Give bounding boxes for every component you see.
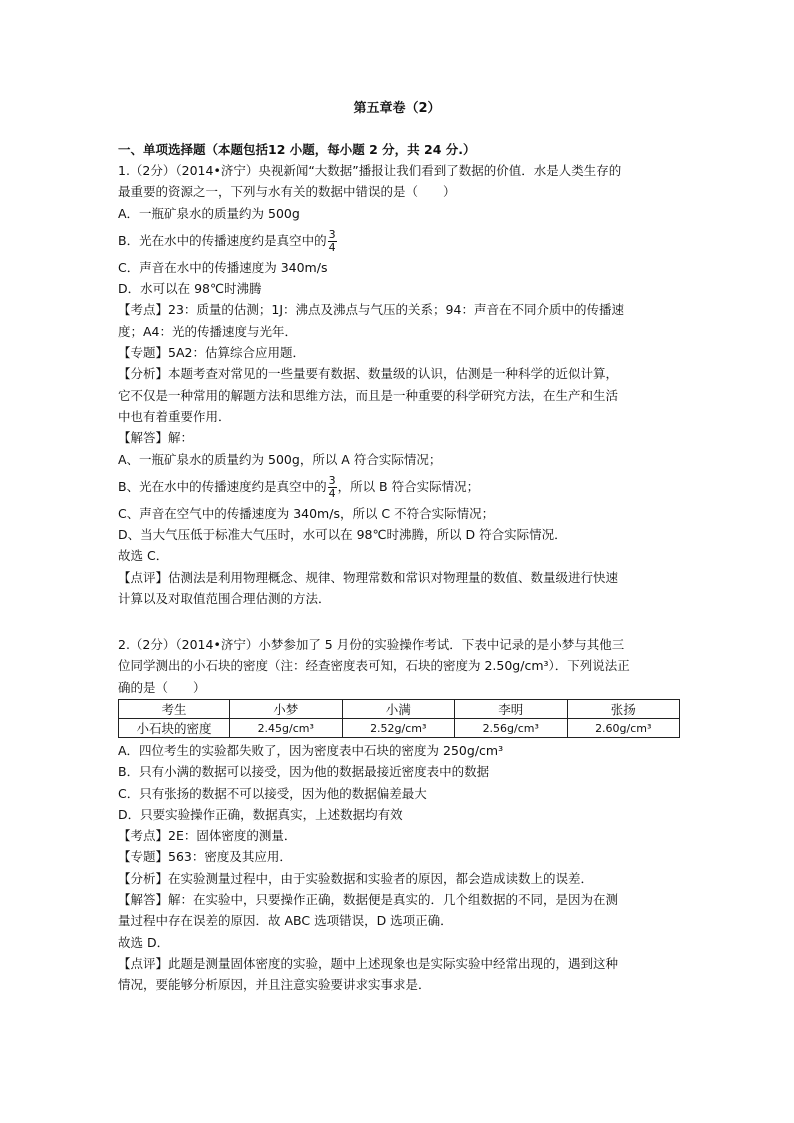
q2-jieda-line-1: 【解答】解：在实验中，只要操作正确，数据便是真实的．几个组数据的不同，是因为在测 bbox=[118, 892, 619, 908]
q1-dianping-line-2: 计算以及对取值范围合理估测的方法． bbox=[118, 591, 331, 607]
q2-option-c: C．只有张扬的数据不可以接受，因为他的数据偏差最大 bbox=[118, 785, 427, 801]
table-cell: 2.52g/cm³ bbox=[342, 719, 455, 738]
density-table bbox=[118, 699, 680, 738]
fraction bbox=[328, 475, 337, 500]
q1-choice: 故选 C． bbox=[118, 548, 169, 564]
fraction-numerator: 3 bbox=[328, 227, 336, 241]
table-row-label: 小石块的密度 bbox=[119, 719, 230, 738]
q2-dianping-line-1: 【点评】此题是测量固体密度的实验，题中上述现象也是实际实验中经常出现的，遇到这种 bbox=[118, 955, 619, 971]
table-cell: 2.60g/cm³ bbox=[567, 719, 680, 738]
q1-fenxi-line-3: 中也有着重要作用． bbox=[118, 408, 231, 424]
q1-stem-line-2: 最重要的资源之一，下列与水有关的数据中错误的是（ ） bbox=[118, 184, 456, 200]
page-title: 第五章卷（2） bbox=[353, 101, 441, 116]
q2-fenxi: 【分析】在实验测量过程中，由于实验数据和实验者的原因，都会造成读数上的误差． bbox=[118, 870, 594, 886]
q2-zhuanti: 【专题】563：密度及其应用． bbox=[118, 849, 292, 865]
q1-answer-c: C、声音在空气中的传播速度为 340m/s，所以 C 不符合实际情况； bbox=[118, 505, 495, 521]
table-header-row bbox=[119, 700, 680, 719]
q1-option-c: C．声音在水中的传播速度为 340m/s bbox=[118, 259, 328, 275]
q1-answer-b bbox=[118, 470, 680, 503]
q2-stem-line-2: 位同学测出的小石块的密度（注：经查密度表可知，石块的密度为 2.50g/cm³）．下列说法正 bbox=[118, 658, 630, 674]
q1-stem-line-1: 1.（2分）（2014•济宁）央视新闻“大数据”播报让我们看到了数据的价值．水是人类生存的 bbox=[118, 163, 622, 178]
q2-stem-line-1: 2.（2分）（2014•济宁）小梦参加了 5 月份的实验操作考试．下表中记录的是小梦与其他三 bbox=[118, 637, 625, 652]
q2-choice: 故选 D． bbox=[118, 934, 170, 950]
q1-zhuanti: 【专题】5A2：估算综合应用题． bbox=[118, 345, 305, 361]
fraction-denominator: 4 bbox=[328, 240, 336, 254]
q2-option-b: B．只有小满的数据可以接受，因为他的数据最接近密度表中的数据 bbox=[118, 764, 490, 780]
q1-option-d: D．水可以在 98℃时沸腾 bbox=[118, 281, 262, 297]
q1-kaodian-line-2: 度；A4：光的传播速度与光年． bbox=[118, 323, 298, 339]
question-1 bbox=[118, 160, 680, 609]
q2-jieda-line-2: 量过程中存在误差的原因．故 ABC 选项错误，D 选项正确． bbox=[118, 913, 453, 929]
question-2-body bbox=[118, 740, 680, 996]
q2-option-a: A．四位考生的实验都失败了，因为密度表中石块的密度为 250g/cm³ bbox=[118, 743, 504, 758]
table-header-cell: 张扬 bbox=[567, 700, 680, 719]
fraction-denominator: 4 bbox=[328, 486, 336, 500]
fraction-numerator: 3 bbox=[328, 473, 336, 487]
fraction bbox=[328, 229, 337, 254]
q1-answer-b-tail: ，所以 B 符合实际情况； bbox=[337, 478, 480, 494]
q1-answer-b-text: B、光在水中的传播速度约是真空中的 bbox=[118, 478, 327, 494]
table-header-cell: 考生 bbox=[119, 700, 230, 719]
q1-kaodian-line-1: 【考点】23：质量的估测；1J：沸点及沸点与气压的关系；94：声音在不同介质中的传播速 bbox=[118, 302, 624, 318]
q2-option-d: D．只要实验操作正确，数据真实，上述数据均有效 bbox=[118, 806, 403, 822]
q1-fenxi-line-1: 【分析】本题考查对常见的一些量要有数据、数量级的认识，估测是一种科学的近似计算， bbox=[118, 366, 619, 382]
q1-option-a: A．一瓶矿泉水的质量约为 500g bbox=[118, 205, 300, 221]
table-row bbox=[119, 719, 680, 738]
q1-answer-d: D、当大气压低于标准大气压时，水可以在 98℃时沸腾，所以 D 符合实际情况． bbox=[118, 527, 567, 543]
question-2-stem bbox=[118, 634, 680, 698]
q1-fenxi-line-2: 它不仅是一种常用的解题方法和思维方法，而且是一种重要的科学研究方法，在生产和生活 bbox=[118, 387, 619, 403]
section-heading: 一、单项选择题（本题包括12 小题，每小题 2 分，共 24 分.） bbox=[118, 142, 476, 157]
table-cell: 2.45g/cm³ bbox=[230, 719, 343, 738]
q1-option-b-text: B．光在水中的传播速度约是真空中的 bbox=[118, 232, 327, 248]
table-header-cell: 小梦 bbox=[230, 700, 343, 719]
table-cell: 2.56g/cm³ bbox=[455, 719, 568, 738]
table-header-cell: 小满 bbox=[342, 700, 455, 719]
q2-stem-line-3: 确的是（ ） bbox=[118, 679, 206, 695]
q1-answer-a: A、一瓶矿泉水的质量约为 500g，所以 A 符合实际情况； bbox=[118, 451, 442, 467]
table-header-cell: 李明 bbox=[455, 700, 568, 719]
q2-kaodian: 【考点】2E：固体密度的测量． bbox=[118, 828, 297, 844]
q1-jieda: 【解答】解： bbox=[118, 430, 194, 446]
q1-dianping-line-1: 【点评】估测法是利用物理概念、规律、物理常数和常识对物理量的数值、数量级进行快速 bbox=[118, 569, 619, 585]
q1-option-b bbox=[118, 224, 680, 257]
q2-dianping-line-2: 情况，要能够分析原因，并且注意实验要讲求实事求是． bbox=[118, 977, 431, 993]
